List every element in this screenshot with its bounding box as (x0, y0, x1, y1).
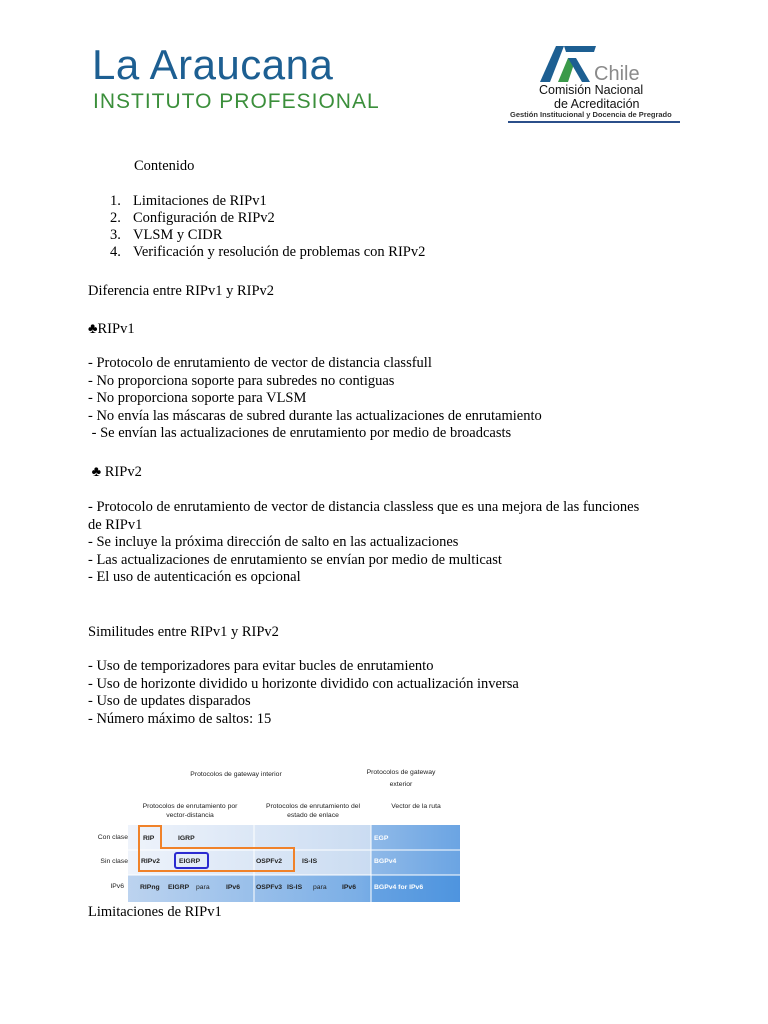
cell-eigrp: EIGRP (179, 858, 201, 865)
accreditation-line-1: Comisión Nacional (539, 83, 644, 97)
contents-heading: Contenido (134, 158, 195, 174)
cell-eigrp-para: para (196, 884, 210, 891)
contents-item: 4. Verificación y resolución de problemas con RIPv2 (110, 244, 426, 260)
similarities-heading: Similitudes entre RIPv1 y RIPv2 (88, 624, 279, 640)
figure-exterior-label-1: Protocolos de gateway (366, 769, 436, 776)
accreditation-logo-icon (538, 44, 600, 84)
figure-row-classless: Sin clase (100, 858, 128, 865)
ripv1-line: - Protocolo de enrutamiento de vector de distancia classfull (88, 355, 432, 371)
figure-row-ipv6: IPv6 (110, 883, 124, 890)
accreditation-line-3: Gestión Institucional y Docencia de Pregrado (510, 110, 672, 119)
cell-ospfv3: OSPFv3 (256, 884, 283, 891)
brand-title: La Araucana (92, 41, 334, 88)
cell-igrp: IGRP (178, 835, 195, 842)
cell-rip: RIP (143, 835, 155, 842)
cell-eigrp-ipv6-suffix: IPv6 (226, 884, 240, 891)
accreditation-country: Chile (594, 63, 640, 85)
cell-is-is-ipv6-suffix: IPv6 (342, 884, 356, 891)
ripv2-line: - El uso de autenticación es opcional (88, 569, 301, 586)
figure-col-ls-1: Protocolos de enrutamiento del (265, 803, 361, 810)
contents-item: 3. VLSM y CIDR (110, 227, 223, 243)
figure-col-ls-2: estado de enlace (287, 812, 339, 819)
cell-ripv2: RIPv2 (141, 858, 160, 865)
figure-caption: Limitaciones de RIPv1 (88, 904, 222, 920)
similarities-line: - Uso de temporizadores para evitar bucles de enrutamiento (88, 658, 434, 674)
brand-subtitle: INSTITUTO PROFESIONAL (93, 90, 380, 113)
contents-item: 1. Limitaciones de RIPv1 (110, 193, 267, 209)
figure-row-classful: Con clase (97, 834, 128, 841)
ripv1-line: - Se envían las actualizaciones de enrutamiento por medio de broadcasts (88, 425, 512, 442)
similarities-line: - Número máximo de saltos: 15 (88, 710, 272, 727)
figure-exterior-label-2: exterior (389, 781, 413, 788)
ripv1-list (88, 355, 542, 443)
ripv1-heading: ♣RIPv1 (88, 321, 135, 337)
ripv2-line: - Las actualizaciones de enrutamiento se envían por medio de multicast (88, 551, 502, 568)
cell-egp: EGP (374, 835, 389, 842)
cell-eigrp-ipv6: EIGRP (168, 884, 190, 891)
ripv2-heading: ♣ RIPv2 (88, 464, 142, 480)
ripv2-line: - Protocolo de enrutamiento de vector de distancia classless que es una mejora de las funciones (88, 499, 640, 515)
figure-interior-label: Protocolos de gateway interior (190, 771, 282, 778)
ripv1-line: - No envía las máscaras de subred durante las actualizaciones de enrutamiento (88, 407, 542, 424)
cell-is-is-ipv6: IS-IS (287, 884, 303, 891)
ripv1-line: - No proporciona soporte para subredes no contiguas (88, 372, 395, 389)
similarities-line: - Uso de updates disparados (88, 693, 251, 710)
contents-item: 2. Configuración de RIPv2 (110, 210, 275, 226)
cell-is-is: IS-IS (302, 858, 318, 865)
ripv2-line: - Se incluye la próxima dirección de salto en las actualizaciones (88, 534, 459, 551)
contents-list (110, 193, 425, 261)
cell-is-is-para: para (313, 884, 327, 891)
similarities-line: - Uso de horizonte dividido u horizonte dividido con actualización inversa (88, 675, 519, 692)
accreditation-line-2: de Acreditación (554, 97, 640, 111)
cell-ripng: RIPng (140, 884, 160, 891)
cell-bgpv4-ipv6: BGPv4 for IPv6 (374, 884, 424, 891)
figure-col-dv-1: Protocolos de enrutamiento por (142, 803, 238, 810)
similarities-list (88, 658, 519, 728)
routing-protocols-figure (88, 760, 462, 908)
diff-heading: Diferencia entre RIPv1 y RIPv2 (88, 283, 275, 299)
figure-col-pv: Vector de la ruta (391, 803, 441, 810)
figure-col-dv-2: vector-distancia (166, 812, 214, 819)
header-rule (508, 121, 680, 123)
ripv1-line: - No proporciona soporte para VLSM (88, 390, 307, 407)
ripv2-line: de RIPv1 (88, 516, 143, 533)
cell-bgpv4: BGPv4 (374, 858, 397, 865)
cell-ospfv2: OSPFv2 (256, 858, 283, 865)
ripv2-list (88, 499, 639, 587)
